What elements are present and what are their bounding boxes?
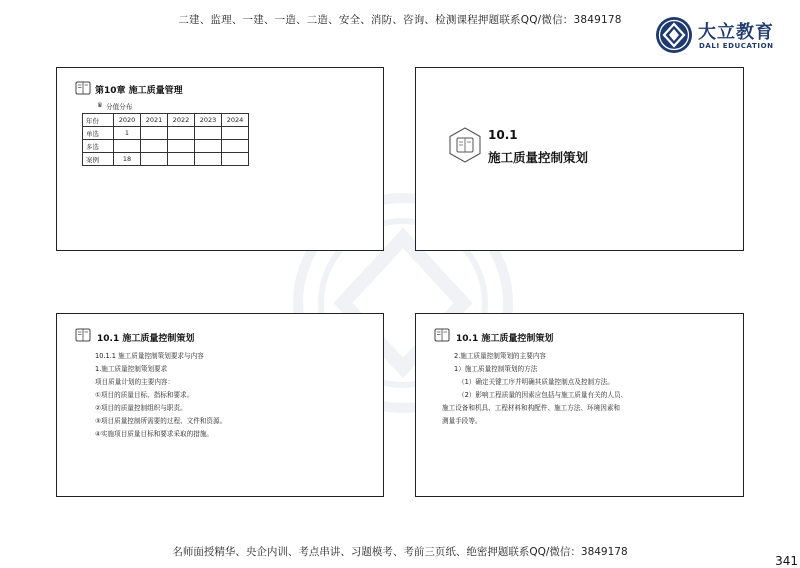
slide-title: 第10章 施工质量管理 (95, 86, 183, 96)
table-cell (222, 153, 249, 166)
footer-contact-text: 名师面授精华、央企内训、考点串讲、习题模考、考前三页纸、绝密押题联系QQ/微信：3849178 (172, 546, 628, 558)
brand-name-en: DALI EDUCATION (699, 42, 774, 50)
page-number: 341 (775, 554, 798, 568)
slide-text-line: （1）确定关键工序并明确其质量控制点及控制方法。 (458, 378, 614, 386)
score-distribution-table (82, 113, 249, 166)
table-cell (195, 153, 222, 166)
table-header-cell: 2024 (222, 114, 249, 127)
slide-planning-requirements (56, 313, 384, 497)
table-header-row (83, 114, 249, 127)
slide-text-line: （2）影响工程质量的因素应包括与施工质量有关的人员、 (458, 391, 628, 399)
table-cell (141, 140, 168, 153)
slide-text-line: 测量手段等。 (442, 417, 482, 425)
table-cell: 1 (114, 127, 141, 140)
slide-text-line: 1.施工质量控制策划要求 (95, 365, 168, 373)
table-row (83, 153, 249, 166)
table-cell (168, 140, 195, 153)
table-header-cell: 2020 (114, 114, 141, 127)
table-header-cell: 年份 (83, 114, 114, 127)
book-icon (434, 328, 450, 342)
brand-logo-icon (655, 16, 693, 54)
table-header-cell: 2022 (168, 114, 195, 127)
slide-planning-content (415, 313, 744, 497)
table-cell: 多选 (83, 140, 114, 153)
slide-text-line: 1）施工质量控制策划的方法 (454, 365, 538, 373)
book-icon (75, 328, 91, 342)
table-cell: 单选 (83, 127, 114, 140)
table-cell (168, 127, 195, 140)
slide-text-line: ④实施项目质量目标和要求采取的措施。 (95, 430, 214, 438)
slide-text-line: ③项目质量控制所需要的过程、文件和资源。 (95, 417, 227, 425)
book-hexagon-icon (446, 126, 484, 164)
crown-icon: ♛ (97, 101, 103, 109)
section-title: 施工质量控制策划 (488, 150, 589, 165)
table-header-cell: 2023 (195, 114, 222, 127)
slide-text-line: 10.1.1 施工质量控制策划要求与内容 (95, 352, 204, 360)
table-cell (222, 127, 249, 140)
slide-title: 10.1 施工质量控制策划 (97, 334, 195, 344)
table-cell (222, 140, 249, 153)
table-cell (168, 153, 195, 166)
slide-chapter-score-distribution (56, 67, 384, 251)
slide-text-line: ②项目的质量控制组织与职责。 (95, 404, 187, 412)
table-cell (195, 127, 222, 140)
slide-text-line: 2.施工质量控制策划的主要内容 (454, 352, 547, 360)
table-cell (141, 153, 168, 166)
table-cell: 案例 (83, 153, 114, 166)
slide-title: 10.1 施工质量控制策划 (456, 334, 554, 344)
section-number: 10.1 (488, 128, 518, 142)
table-header-cell: 2021 (141, 114, 168, 127)
slide-subtitle: 分值分布 (106, 103, 133, 111)
table-cell (141, 127, 168, 140)
slide-section-cover (415, 67, 744, 251)
table-row (83, 127, 249, 140)
table-cell (195, 140, 222, 153)
slide-text-line: 施工设备和机具、工程材料和构配件、施工方法、环境因素和 (442, 404, 621, 412)
brand-logo (655, 16, 795, 56)
table-cell: 18 (114, 153, 141, 166)
slide-text-line: 项目质量计划的主要内容： (95, 378, 175, 386)
slide-text-line: ①项目的质量目标、指标和要求。 (95, 391, 194, 399)
table-cell (114, 140, 141, 153)
table-row (83, 140, 249, 153)
header-contact-text: 二建、监理、一建、一造、二造、安全、消防、咨询、检测课程押题联系QQ/微信：3849178 (178, 14, 622, 26)
book-icon (75, 81, 91, 95)
brand-name-cn: 大立教育 (698, 22, 774, 43)
